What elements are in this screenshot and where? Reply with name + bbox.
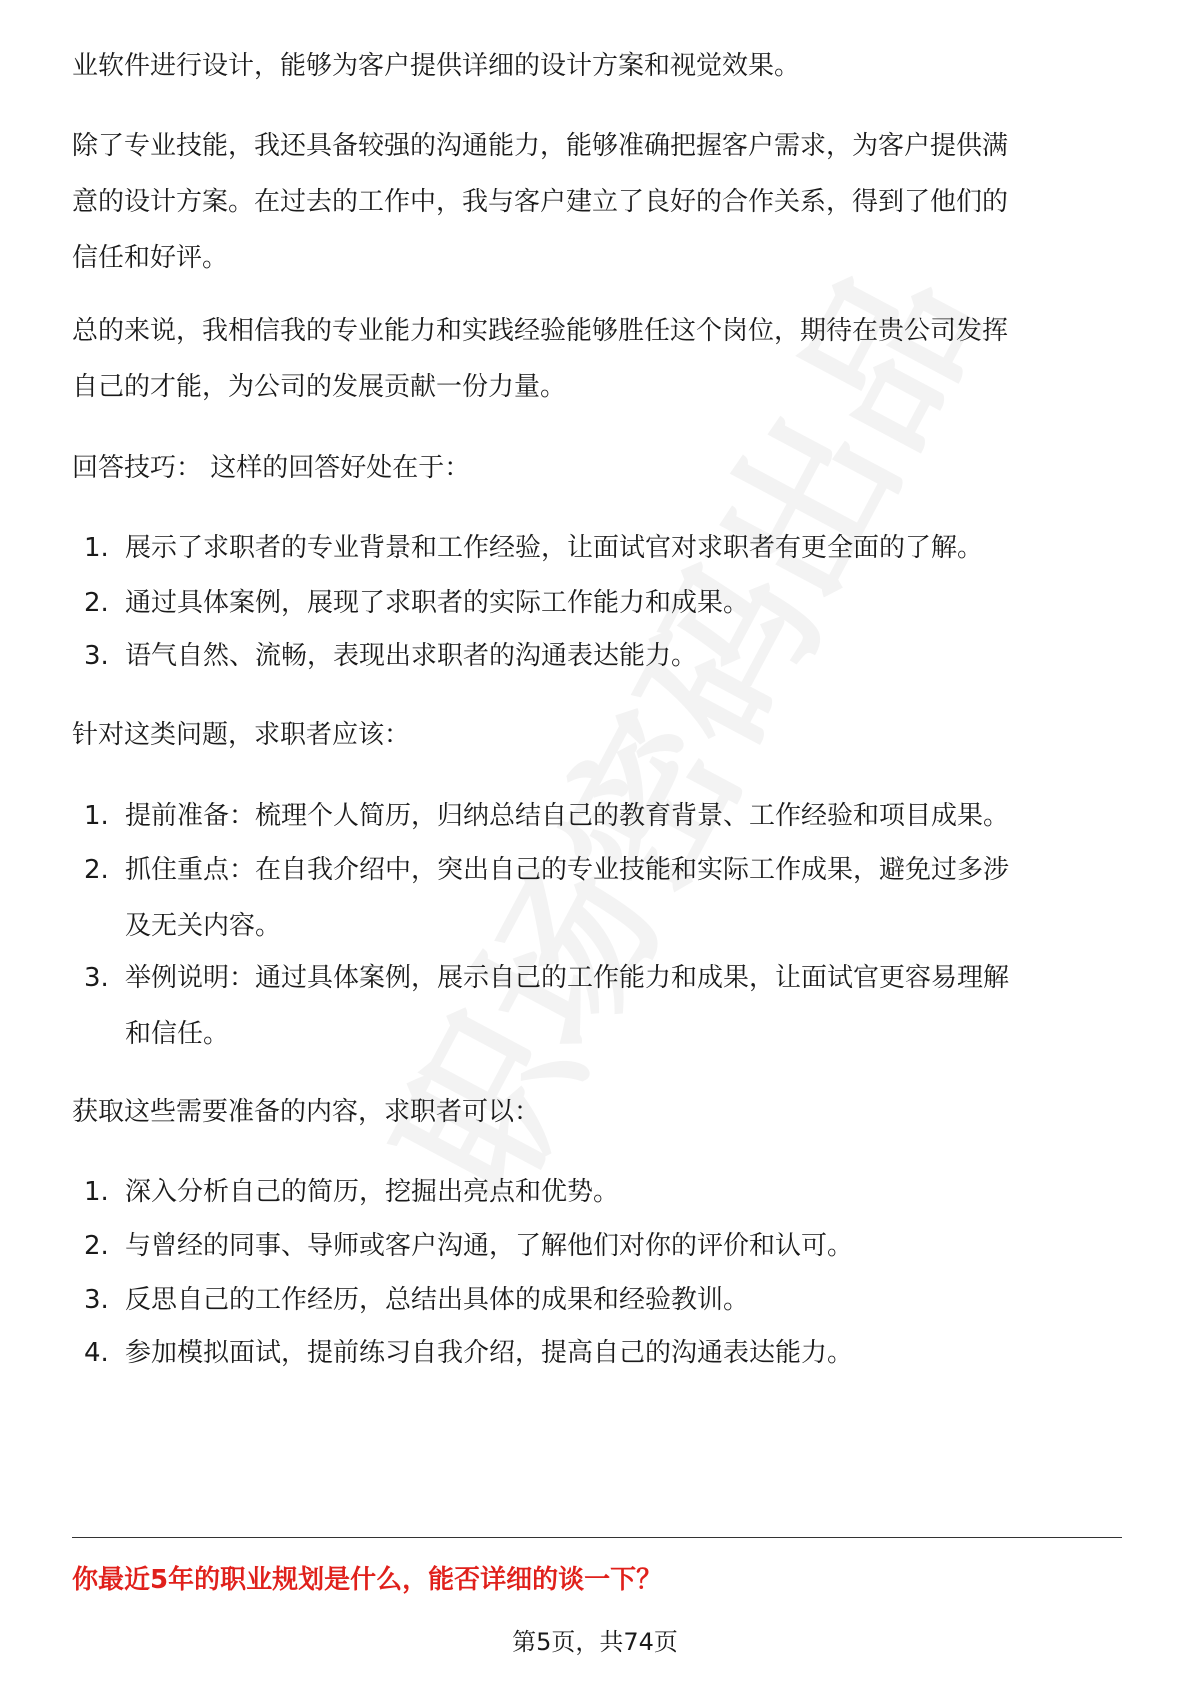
paragraph-intro-end: 业软件进行设计，能够为客户提供详细的设计方案和视觉效果。 [72, 51, 801, 81]
section-divider [72, 1537, 1122, 1538]
list-item: 3. 语气自然、流畅，表现出求职者的沟通表达能力。 [84, 641, 698, 671]
list-item: 1. 深入分析自己的简历，挖掘出亮点和优势。 [84, 1177, 620, 1207]
paragraph-conclusion: 总的来说，我相信我的专业能力和实践经验能够胜任这个岗位，期待在贵公司发挥 自己的才能，为公司的发展贡献一份力量。 [72, 316, 1009, 402]
list-item: 4. 参加模拟面试，提前练习自我介绍，提高自己的沟通表达能力。 [84, 1338, 854, 1368]
page-number: 第5页，共74页 [512, 1628, 678, 1656]
list-item: 3. 举例说明：通过具体案例，展示自己的工作能力和成果，让面试官更容易理解 和信任。 [84, 963, 1010, 1049]
should-heading: 针对这类问题，求职者应该： [72, 720, 411, 750]
paragraph-communication: 除了专业技能，我还具备较强的沟通能力，能够准确把握客户需求，为客户提供满 意的设计方案。在过去的工作中，我与客户建立了良好的合作关系，得到了他们的 信任和好评。 [72, 131, 1009, 273]
list-item: 3. 反思自己的工作经历，总结出具体的成果和经验教训。 [84, 1285, 750, 1315]
next-question-heading: 你最近5年的职业规划是什么，能否详细的谈一下？ [72, 1565, 663, 1595]
list-item: 2. 通过具体案例，展现了求职者的实际工作能力和成果。 [84, 588, 750, 618]
tips-heading: 回答技巧： 这样的回答好处在于： [72, 453, 471, 483]
list-item: 2. 抓住重点：在自我介绍中，突出自己的专业技能和实际工作成果，避免过多涉 及无关内容。 [84, 855, 1010, 941]
list-item: 2. 与曾经的同事、导师或客户沟通，了解他们对你的评价和认可。 [84, 1231, 854, 1261]
obtain-heading: 获取这些需要准备的内容，求职者可以： [72, 1097, 541, 1127]
list-item: 1. 展示了求职者的专业背景和工作经验，让面试官对求职者有更全面的了解。 [84, 533, 984, 563]
list-item: 1. 提前准备：梳理个人简历，归纳总结自己的教育背景、工作经验和项目成果。 [84, 801, 1010, 831]
